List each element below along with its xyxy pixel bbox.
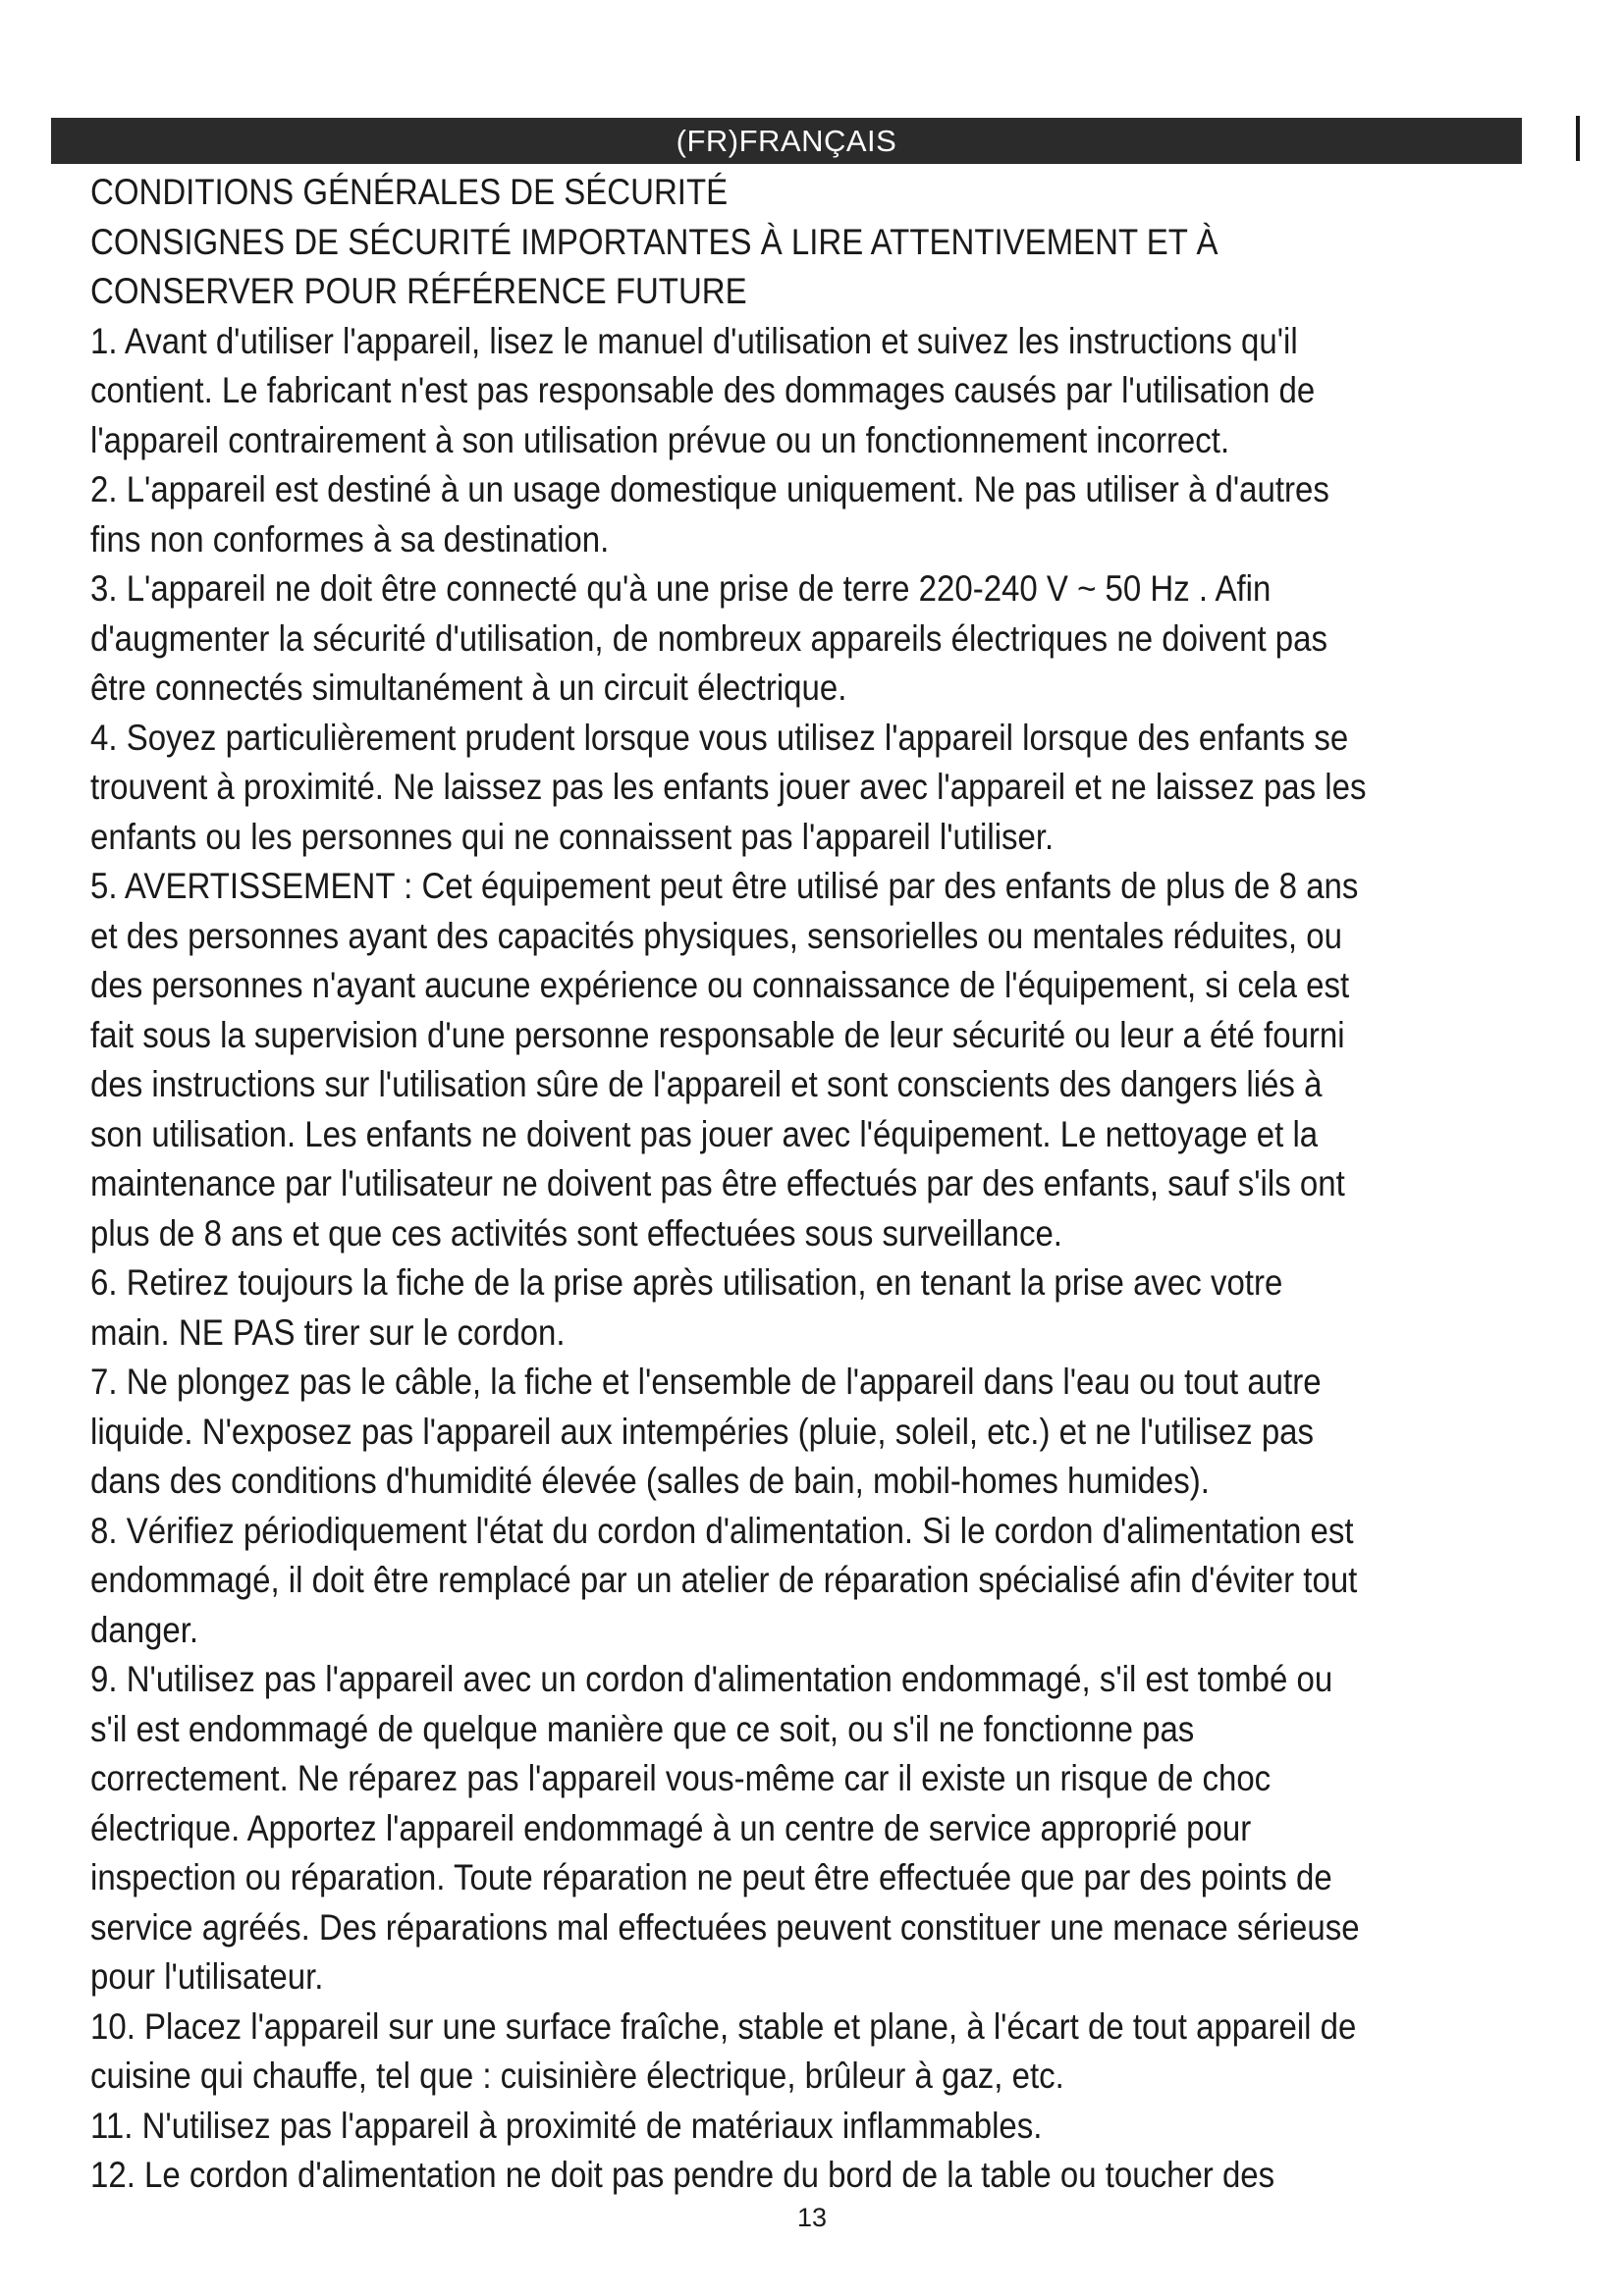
safety-item-5: 5. AVERTISSEMENT : Cet équipement peut être utilisé par des enfants de plus de 8 ans et des personnes ayant des capacités physiques, sensorielles ou mentales réduites, ou des personnes n'ayant aucune expérience ou connaissance de l'équipement, si cela est fait sous la supervision d'une personne responsable de leur sécurité ou leur a été fourni des instructions sur l'utilisation sûre de l'appareil et sont conscients des dangers liés à son utilisation. Les enfants ne doivent pas jouer avec l'équipement. Le nettoyage et la maintenance par l'utilisateur ne doivent pas être effectués par des enfants, sauf s'ils ont plus de 8 ans et que ces activités sont effectuées sous surveillance.	[90, 865, 1359, 1254]
safety-item-9: 9. N'utilisez pas l'appareil avec un cordon d'alimentation endommagé, s'il est tombé ou s'il est endommagé de quelque manière que ce soit, ou s'il ne fonctionne pas correctement. Ne réparez pas l'appareil vous-même car il existe un risque de choc électrique. Apportez l'appareil endommagé à un centre de service approprié pour inspection ou réparation. Toute réparation ne peut être effectuée que par des points de service agréés. Des réparations mal effectuées peuvent constituer une menace sérieuse pour l'utilisateur.	[90, 1658, 1360, 1997]
safety-item-2: 2. L'appareil est destiné à un usage domestique uniquement. Ne pas utiliser à d'autres fins non conformes à sa destination.	[90, 468, 1329, 560]
language-header-bar	[51, 118, 1522, 164]
safety-item-3: 3. L'appareil ne doit être connecté qu'à une prise de terre 220-240 V ~ 50 Hz . Afin d'augmenter la sécurité d'utilisation, de nombreux appareils électriques ne doivent pas être connectés simultanément à un circuit électrique.	[90, 567, 1328, 708]
safety-item-7: 7. Ne plongez pas le câble, la fiche et l'ensemble de l'appareil dans l'eau ou tout autre liquide. N'exposez pas l'appareil aux intempéries (pluie, soleil, etc.) et ne l'utilisez pas dans des conditions d'humidité élevée (salles de bain, mobil-homes humides).	[90, 1361, 1322, 1501]
safety-item-11: 11. N'utilisez pas l'appareil à proximité de matériaux inflammables.	[90, 2104, 1043, 2146]
safety-item-6: 6. Retirez toujours la fiche de la prise après utilisation, en tenant la prise avec votre main. NE PAS tirer sur le cordon.	[90, 1261, 1283, 1353]
document-subtitle-line-1: CONSIGNES DE SÉCURITÉ IMPORTANTES À LIRE ATTENTIVEMENT ET À	[90, 220, 1218, 262]
safety-item-1: 1. Avant d'utiliser l'appareil, lisez le manuel d'utilisation et suivez les instructions qu'il contient. Le fabricant n'est pas responsable des dommages causés par l'utilisation de l'appareil contrairement à son utilisation prévue ou un fonctionnement incorrect.	[90, 319, 1316, 460]
safety-item-4: 4. Soyez particulièrement prudent lorsque vous utilisez l'appareil lorsque des enfants se trouvent à proximité. Ne laissez pas les enfants jouer avec l'appareil et ne laissez pas les enfants ou les personnes qui ne connaissent pas l'appareil l'utiliser.	[90, 716, 1367, 857]
language-label: (FR)FRANÇAIS	[676, 124, 897, 158]
document-subtitle	[90, 217, 1369, 316]
safety-item-8: 8. Vérifiez périodiquement l'état du cordon d'alimentation. Si le cordon d'alimentation est endommagé, il doit être remplacé par un atelier de réparation spécialisé afin d'éviter tout danger.	[90, 1509, 1358, 1650]
safety-item-12: 12. Le cordon d'alimentation ne doit pas pendre du bord de la table ou toucher des	[90, 2154, 1275, 2195]
document-title: CONDITIONS GÉNÉRALES DE SÉCURITÉ	[90, 171, 729, 212]
safety-item-10: 10. Placez l'appareil sur une surface fraîche, stable et plane, à l'écart de tout appareil de cuisine qui chauffe, tel que : cuisinière électrique, brûleur à gaz, etc.	[90, 2004, 1357, 2096]
safety-instructions	[90, 167, 1369, 2200]
document-subtitle-line-2: CONSERVER POUR RÉFÉRENCE FUTURE	[90, 270, 747, 311]
page-edge-mark	[1576, 116, 1580, 161]
page-number: 13	[796, 2203, 828, 2232]
